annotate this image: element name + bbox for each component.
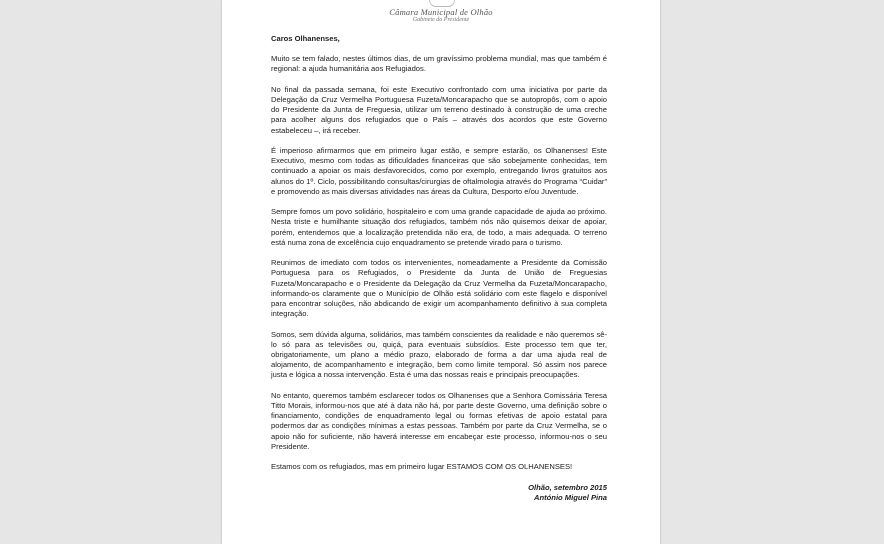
letter-body bbox=[271, 34, 607, 503]
paragraph-3: É imperioso afirmarmos que em primeiro lugar estão, e sempre estarão, os Olhanenses! Este Executivo, mesmo com todas as dificuldades financeiras que são sobejamente conhecidas, tem continuado a apoiar os mais desfavorecidos, como por exemplo, entregando livros gratuitos aos alunos do 1º. Ciclo, possibilitando consultas/cirurgias de oftalmologia através do Programa “Cuidar” e promovendo as mais diversas atividades nas áreas da Cultura, Desporto e/ou Juventude. bbox=[271, 146, 607, 196]
letterhead bbox=[222, 0, 660, 28]
letterhead-title: Câmara Municipal de Olhão bbox=[389, 7, 493, 17]
place-date: Olhão, setembro 2015 bbox=[528, 482, 607, 492]
paragraph-1: Muito se tem falado, nestes últimos dias, de um gravíssimo problema mundial, mas que também é regional: a ajuda humanitária aos Refugiados. bbox=[271, 54, 607, 74]
signature-name: António Miguel Pina bbox=[534, 492, 607, 502]
paragraph-2: No final da passada semana, foi este Executivo confrontado com uma iniciativa por parte da Delegação da Cruz Vermelha Portuguesa Fuzeta/Moncarapacho que se autopropôs, com o apoio do Presidente da Junta de Freguesia, utilizar um terreno destinado à construção de uma creche para acolher alguns dos refugiados que o País – através dos acordos que este Governo estabeleceu –, irá receber. bbox=[271, 84, 607, 135]
paragraph-8: Estamos com os refugiados, mas em primeiro lugar ESTAMOS COM OS OLHANENSES! bbox=[271, 462, 573, 472]
paragraph-7: No entanto, queremos também esclarecer todos os Olhanenses que a Senhora Comissária Teresa Titto Morais, informou-nos que até à data não há, por parte deste Governo, uma definição sobre o financiamento, condições de enquadramento legal ou formas efetivas de apoio estatal para podermos dar as condições mínimas a estas pessoas. Também por parte da Cruz Vermelha, se o apoio não for suficiente, não haverá interesse em encabeçar este processo, informou-nos o seu Presidente. bbox=[271, 390, 607, 451]
letterhead-subtitle: Gabinete do Presidente bbox=[412, 17, 470, 23]
paragraph-5: Reunimos de imediato com todos os intervenientes, nomeadamente a Presidente da Comissão Portuguesa para os Refugiados, o Presidente da Junta de União de Freguesias Fuzeta/Moncarapacho e o Presidente da Delegação da Cruz Vermelha da Fuzeta/Moncarapacho, informando-os claramente que o Município de Olhão está solidário com este flagelo e disponível para encontrar soluções, não abdicando de exigir um acompanhamento definitivo à sua completa integração. bbox=[271, 258, 607, 319]
paragraph-6: Somos, sem dúvida alguma, solidários, mas também conscientes da realidade e não queremos sê-lo só para as televisões ou, quiçá, para eventuais subsídios. Este processo tem que ter, obrigatoriamente, um plano a médio prazo, elaborado de forma a dar uma ajuda real de alojamento, de acompanhamento e integração, bem como limite temporal. Só assim nos parece justa e lógica a nossa intervenção. Esta é uma das nossas reais e principais preocupações. bbox=[271, 329, 607, 380]
municipal-emblem-icon bbox=[429, 0, 455, 7]
letter-page bbox=[222, 0, 660, 544]
salutation: Caros Olhanenses, bbox=[271, 34, 340, 43]
paragraph-4: Sempre fomos um povo solidário, hospitaleiro e com uma grande capacidade de ajuda ao próximo. Nesta triste e humilhante situação dos refugiados, também nós não quisemos deixar de apoiar, porém, entendemos que a localização pretendida não era, de todo, a mais adequada. O terreno está numa zona de excelência cujo enquadramento se pretende virado para o turismo. bbox=[271, 207, 607, 247]
